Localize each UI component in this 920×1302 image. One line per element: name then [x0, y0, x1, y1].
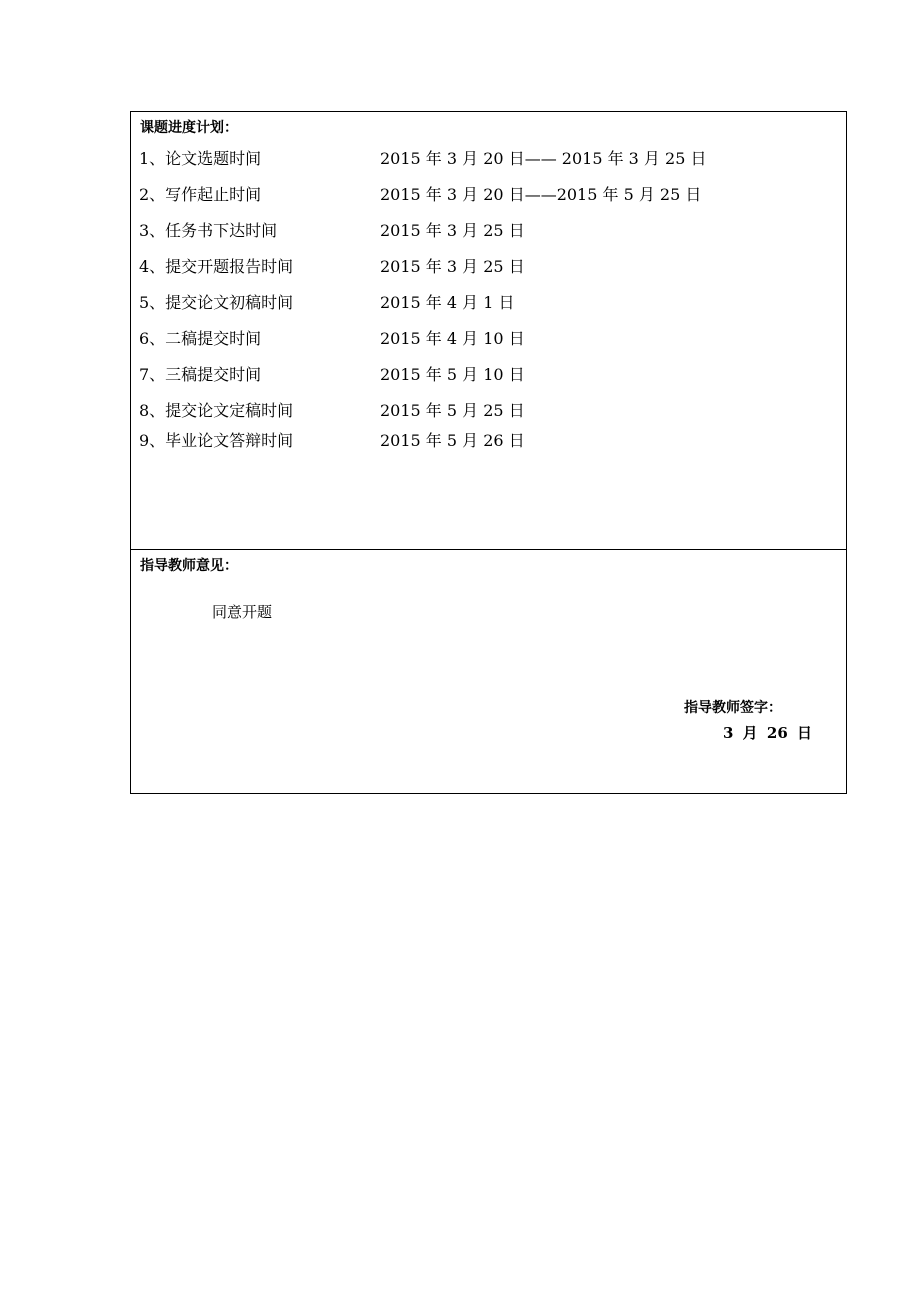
schedule-item-date: 2015 年 3 月 20 日——2015 年 5 月 25 日 — [380, 185, 702, 204]
progress-plan-section — [131, 112, 846, 550]
schedule-item-label: 2、写作起止时间 — [139, 185, 262, 204]
advisor-signature-label: 指导教师签字： — [684, 700, 782, 716]
schedule-item-label: 8、提交论文定稿时间 — [139, 401, 294, 420]
advisor-opinion-section — [131, 550, 846, 794]
thesis-form-table — [130, 111, 847, 794]
schedule-item-date: 2015 年 4 月 1 日 — [380, 293, 515, 312]
schedule-item-date: 2015 年 5 月 10 日 — [380, 365, 525, 384]
schedule-item-label: 6、二稿提交时间 — [139, 329, 262, 348]
schedule-item-date: 2015 年 5 月 26 日 — [380, 431, 525, 450]
advisor-opinion-text: 同意开题 — [212, 603, 273, 621]
schedule-item-label: 3、任务书下达时间 — [139, 221, 278, 240]
schedule-item-label: 7、三稿提交时间 — [139, 365, 262, 384]
schedule-item-label: 4、提交开题报告时间 — [139, 257, 294, 276]
schedule-item-date: 2015 年 4 月 10 日 — [380, 329, 525, 348]
schedule-item-date: 2015 年 3 月 20 日—— 2015 年 3 月 25 日 — [380, 149, 707, 168]
progress-plan-title: 课题进度计划： — [140, 120, 238, 136]
schedule-item-label: 1、论文选题时间 — [139, 149, 262, 168]
schedule-item-date: 2015 年 3 月 25 日 — [380, 257, 525, 276]
schedule-item-label: 5、提交论文初稿时间 — [139, 293, 294, 312]
schedule-item-date: 2015 年 5 月 25 日 — [380, 401, 525, 420]
signature-date: 3 月 26 日 — [723, 724, 812, 742]
schedule-item-date: 2015 年 3 月 25 日 — [380, 221, 525, 240]
advisor-opinion-title: 指导教师意见： — [140, 558, 238, 574]
schedule-item-label: 9、毕业论文答辩时间 — [139, 431, 294, 450]
